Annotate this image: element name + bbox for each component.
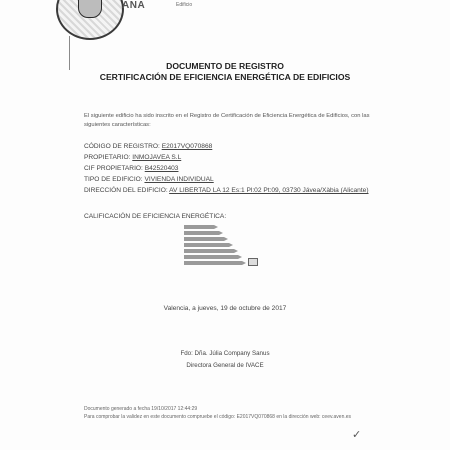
field-label: PROPIETARIO: <box>84 154 131 161</box>
coat-of-arms-icon <box>78 0 102 18</box>
field-value: E2017VQ070868 <box>161 143 213 150</box>
rating-marker-icon <box>248 258 258 266</box>
energy-bar-d <box>184 243 229 247</box>
verification-note: Para comprobar la validez en este documento compruebe el código: E2017VQ070868 en la dirección web: ceev.aven.es <box>84 414 352 420</box>
checkmark-icon: ✓ <box>352 429 362 441</box>
generation-note: Documento generado a fecha 19/10/2017 12:44:29 <box>84 406 198 412</box>
energy-bar-g <box>184 261 242 265</box>
document-subtitle: CERTIFICACIÓN DE EFICIENCIA ENERGÉTICA DE EDIFICIOS <box>99 72 351 82</box>
energy-bar-b <box>184 231 219 235</box>
issue-date: Valencia, a jueves, 19 de octubre de 2017 <box>163 305 287 312</box>
document-title: DOCUMENTO DE REGISTRO <box>166 61 284 71</box>
header-seal-text: ANA <box>122 0 146 11</box>
field-registration-code <box>84 143 212 150</box>
field-value: INMOJAVEA S.L <box>132 154 182 161</box>
field-value: B42520403 <box>144 165 179 172</box>
energy-bar-a <box>184 225 214 229</box>
field-building-type <box>84 176 214 183</box>
field-label: DIRECCIÓN DEL EDIFICIO: <box>84 187 168 194</box>
energy-bar-c <box>184 237 224 241</box>
field-value: AV LIBERTAD LA 12 Es:1 Pl:02 Pt:09, 03730 Jávea/Xàbia (Alicante) <box>169 187 369 194</box>
energy-bar-e <box>184 249 234 253</box>
energy-rating-scale <box>184 225 264 275</box>
field-label: CÓDIGO DE REGISTRO: <box>84 143 160 150</box>
field-owner-cif <box>84 165 178 172</box>
field-owner <box>84 154 181 161</box>
field-value: VIVIENDA INDIVIDUAL <box>144 176 214 183</box>
field-label: CIF PROPIETARIO: <box>84 165 143 172</box>
field-label: TIPO DE EDIFICIO: <box>84 176 143 183</box>
header-small-text: Edificio <box>176 2 193 8</box>
field-building-address <box>84 187 369 194</box>
signer-name: Fdo: Dña. Júlia Company Sanus <box>180 350 270 357</box>
intro-paragraph: El siguiente edificio ha sido inscrito en el Registro de Certificación de Eficiencia Energética de Edificios, con las siguientes características: <box>84 113 370 128</box>
calification-label: CALIFICACIÓN DE EFICIENCIA ENERGÉTICA: <box>84 213 227 220</box>
energy-bar-f <box>184 255 238 259</box>
signer-role: Directora General de IVACE <box>186 362 264 369</box>
official-seal <box>56 0 124 40</box>
